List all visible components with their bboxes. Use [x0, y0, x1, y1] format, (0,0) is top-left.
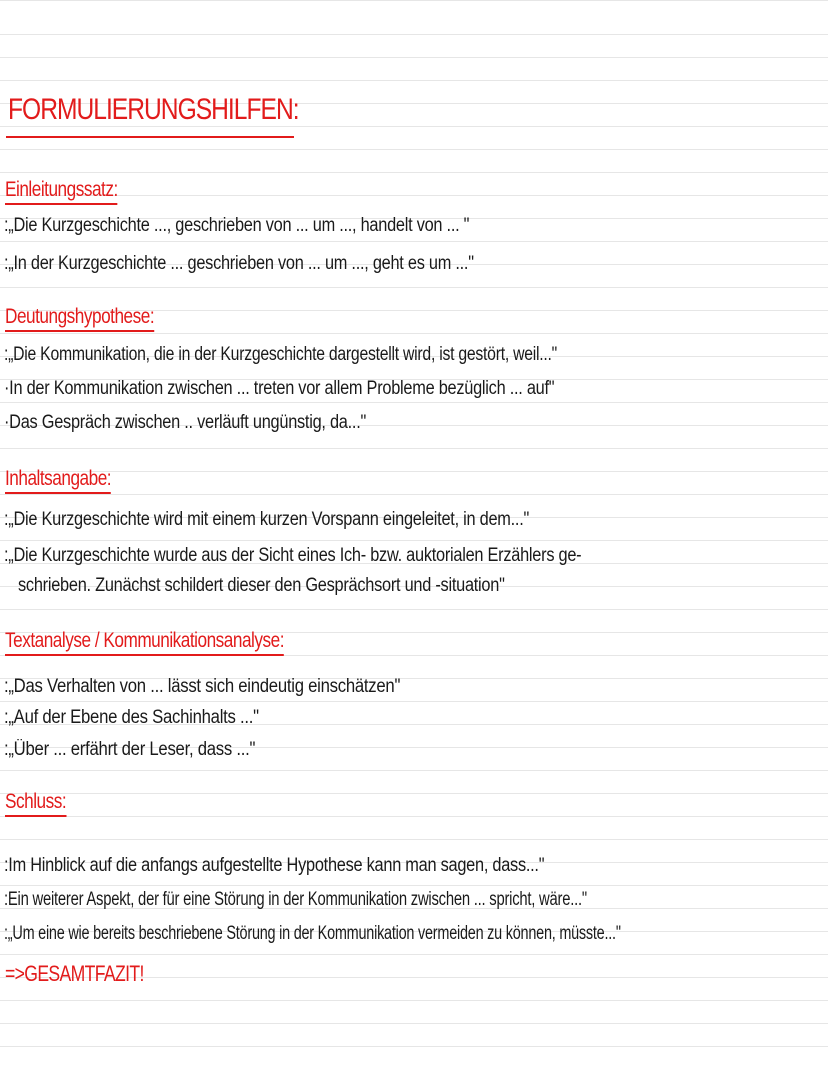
phrase-line: :„Die Kurzgeschichte ..., geschrieben von ... um ..., handelt von ... ": [4, 215, 470, 236]
phrase-line: schrieben. Zunächst schildert dieser den Gesprächsort und -situation": [18, 575, 505, 596]
phrase-line: ·In der Kommunikation zwischen ... treten vor allem Probleme bezüglich ... auf": [4, 378, 555, 399]
page-title: FORMULIERUNGSHILFEN:: [8, 93, 299, 126]
phrase-line: :„Über ... erfährt der Leser, dass ...": [4, 739, 256, 760]
phrase-line: :„Auf der Ebene des Sachinhalts ...": [4, 707, 259, 728]
phrase-line: :„In der Kurzgeschichte ... geschrieben von ... um ..., geht es um ...": [4, 253, 474, 274]
final-note: =>GESAMTFAZIT!: [5, 961, 144, 986]
phrase-line: :Im Hinblick auf die anfangs aufgestellte Hypothese kann man sagen, dass...": [4, 855, 545, 876]
section-heading-inhaltsangabe: Inhaltsangabe:: [5, 466, 111, 494]
section-heading-textanalyse: Textanalyse / Kommunikationsanalyse:: [5, 628, 284, 656]
title-underline: [6, 136, 294, 138]
phrase-line: :„Das Verhalten von ... lässt sich eindeutig einschätzen": [4, 676, 401, 697]
section-heading-schluss: Schluss:: [5, 789, 66, 817]
phrase-line: :„Die Kommunikation, die in der Kurzgeschichte dargestellt wird, ist gestört, weil...": [4, 344, 558, 365]
section-heading-deutungshypothese: Deutungshypothese:: [5, 304, 154, 332]
phrase-line: :Ein weiterer Aspekt, der für eine Störung in der Kommunikation zwischen ... spricht, wäre...": [4, 889, 587, 910]
section-heading-einleitungssatz: Einleitungssatz:: [5, 177, 118, 205]
phrase-line: ·Das Gespräch zwischen .. verläuft ungünstig, da...": [4, 412, 367, 433]
phrase-line: :„Die Kurzgeschichte wird mit einem kurzen Vorspann eingeleitet, in dem...": [4, 509, 530, 530]
phrase-line: :„Die Kurzgeschichte wurde aus der Sicht eines Ich- bzw. auktorialen Erzählers ge-: [4, 545, 582, 566]
phrase-line: :„Um eine wie bereits beschriebene Störung in der Kommunikation vermeiden zu können, müsste...": [4, 923, 621, 944]
